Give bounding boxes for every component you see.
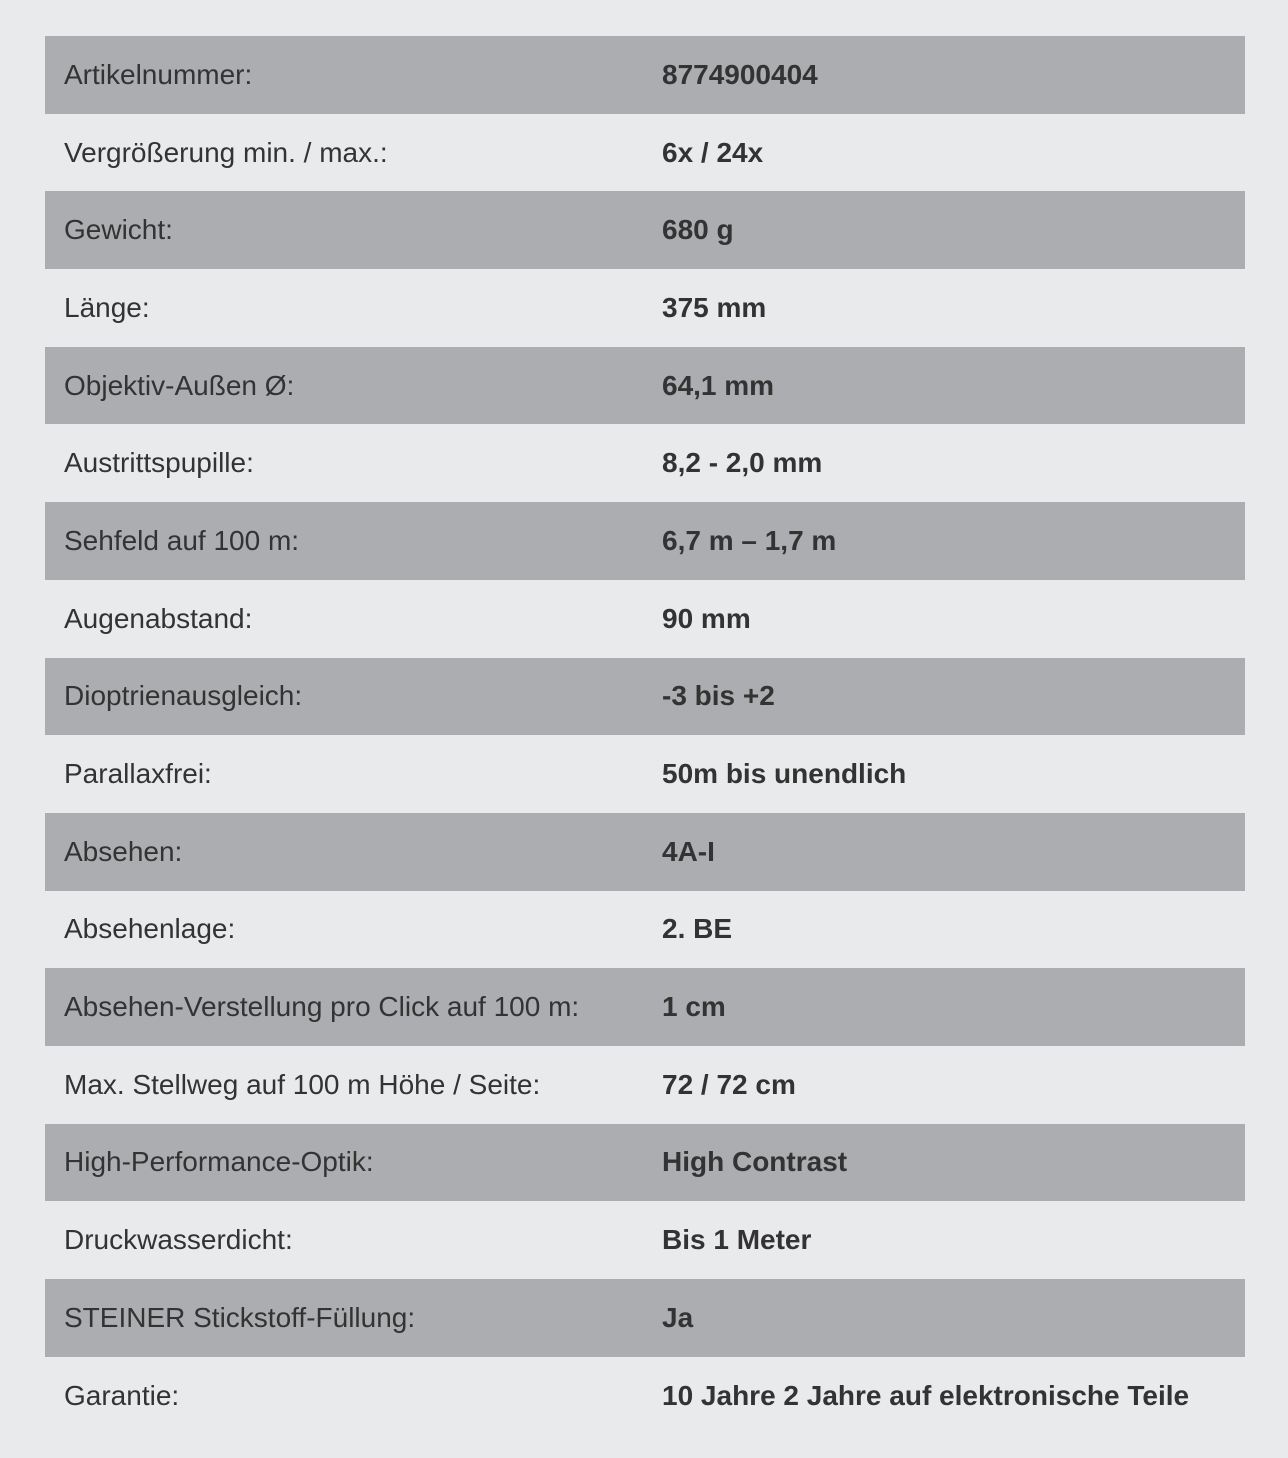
spec-row [45,114,1245,192]
spec-row [45,1279,1245,1357]
spec-value: High Contrast [662,1146,848,1178]
spec-label: Gewicht: [64,214,173,246]
spec-value: 680 g [662,214,734,246]
spec-value: 64,1 mm [662,369,775,401]
spec-label: Parallaxfrei: [64,758,212,790]
spec-label: Absehenlage: [64,913,236,945]
spec-table [45,36,1245,1434]
spec-row [45,502,1245,580]
spec-row [45,813,1245,891]
spec-label: Vergrößerung min. / max.: [64,136,388,168]
spec-row [45,347,1245,425]
spec-value: -3 bis +2 [662,680,775,712]
spec-value: 2. BE [662,913,733,945]
spec-label: Objektiv-Außen Ø: [64,369,295,401]
spec-value: 8774900404 [662,58,818,90]
spec-value: 72 / 72 cm [662,1068,796,1100]
spec-label: Augenabstand: [64,602,253,634]
spec-value: 1 cm [662,991,726,1023]
spec-label: Absehen-Verstellung pro Click auf 100 m: [64,991,580,1023]
spec-row [45,1124,1245,1202]
spec-row [45,36,1245,114]
spec-label: Absehen: [64,835,183,867]
spec-row [45,269,1245,347]
spec-label: Länge: [64,291,150,323]
spec-value: 6x / 24x [662,136,764,168]
spec-row [45,580,1245,658]
spec-row [45,735,1245,813]
spec-value: 4A-I [662,835,715,867]
spec-value: 8,2 - 2,0 mm [662,447,823,479]
spec-row [45,191,1245,269]
spec-row [45,1201,1245,1279]
spec-row [45,891,1245,969]
spec-label: Austrittspupille: [64,447,254,479]
spec-label: High-Performance-Optik: [64,1146,374,1178]
spec-label: Druckwasserdicht: [64,1224,293,1256]
spec-label: Sehfeld auf 100 m: [64,524,300,556]
spec-row [45,658,1245,736]
spec-row [45,1357,1245,1435]
spec-value: Ja [662,1301,694,1333]
spec-label: Garantie: [64,1379,180,1411]
spec-value: 375 mm [662,291,767,323]
spec-row [45,968,1245,1046]
spec-value: 50m bis unendlich [662,758,907,790]
spec-row [45,424,1245,502]
spec-value: Bis 1 Meter [662,1224,812,1256]
spec-label: Artikelnummer: [64,58,253,90]
spec-label: STEINER Stickstoff-Füllung: [64,1301,416,1333]
spec-label: Dioptrienausgleich: [64,680,303,712]
spec-value: 10 Jahre 2 Jahre auf elektronische Teile [662,1379,1190,1411]
spec-value: 90 mm [662,602,751,634]
spec-label: Max. Stellweg auf 100 m Höhe / Seite: [64,1068,541,1100]
spec-row [45,1046,1245,1124]
spec-value: 6,7 m – 1,7 m [662,524,837,556]
